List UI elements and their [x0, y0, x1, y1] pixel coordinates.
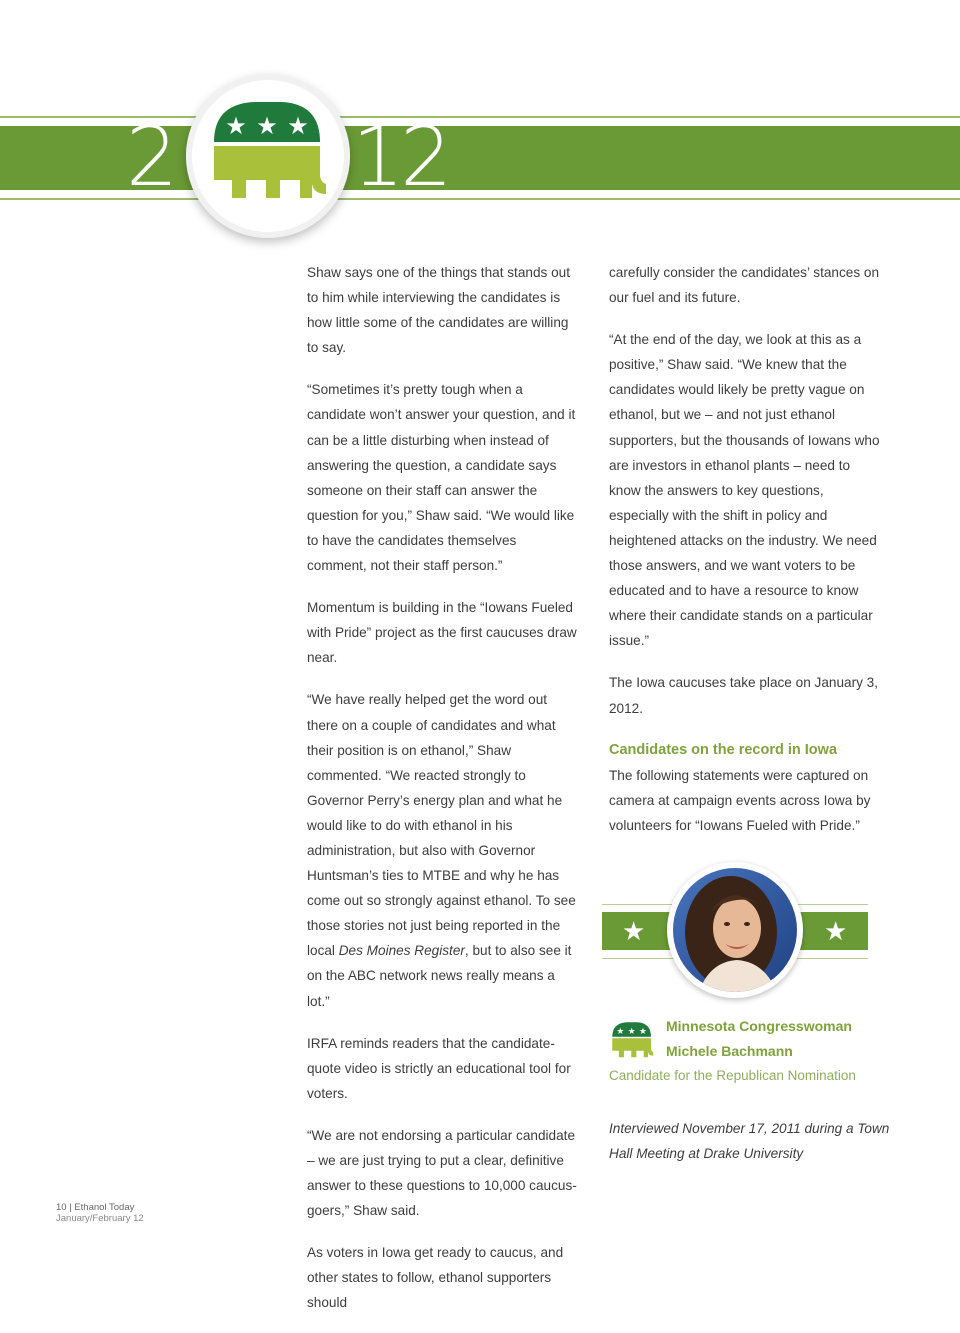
newspaper-title: Des Moines Register — [338, 943, 465, 959]
candidate-title: Minnesota Congresswoman — [666, 1018, 852, 1034]
svg-text:★: ★ — [616, 1026, 625, 1037]
republican-elephant-mini-icon — [610, 1020, 654, 1063]
svg-text:★: ★ — [225, 112, 247, 140]
body-paragraph: “At the end of the day, we look at this as a positive,” Shaw said. “We knew that the candidates would likely be pretty vague on ethanol, but we – and not just ethanol supporters, but the thousands of Iowans who are investors in ethanol plants – need to know the answers to key questions, especially with the shift in policy and heightened attacks on the industry. We need those answers, and we want voters to be educated and to have a resource to know where their candidate stands on a particular issue.” — [609, 332, 880, 649]
page-footer — [56, 1202, 144, 1224]
republican-badge — [186, 74, 350, 238]
body-paragraph-quote — [307, 687, 579, 1013]
quote-text-start: “We have really helped get the word out there on a couple of candidates and what their position is on ethanol,” Shaw commented. “We reacted strongly to Governor Perry’s energy plan and what he would like to do with ethanol in his administration, but also with Governor Huntsman’s ties to MTBE and why he has come out so strongly against ethanol. To see those stories not just being reported in the local — [307, 692, 576, 959]
svg-text:★: ★ — [639, 1026, 647, 1037]
footer-line — [56, 1202, 144, 1213]
body-paragraph: The Iowa caucuses take place on January 3, 2012. — [609, 675, 879, 716]
year-right-digits: 12 — [352, 110, 449, 205]
candidate-name: Michele Bachmann — [666, 1043, 793, 1059]
body-paragraph: Momentum is building in the “Iowans Fueled with Pride” project as the first caucuses draw near. — [307, 600, 577, 666]
body-paragraph: The following statements were captured on camera at campaign events across Iowa by volunteers for “Iowans Fueled with Pride.” — [609, 767, 871, 833]
left-column — [307, 260, 579, 1333]
body-paragraph: carefully consider the candidates’ stances on our fuel and its future. — [609, 265, 880, 306]
body-paragraph: Shaw says one of the things that stands out to him while interviewing the candidates is how little some of the candidates are willing to say. — [307, 265, 570, 356]
candidate-role: Candidate for the Republican Nomination — [609, 1068, 856, 1083]
star-icon: ★ — [824, 916, 848, 946]
quote-text-end: , but to also see it on the ABC network news really means a lot.” — [307, 943, 572, 1009]
star-icon: ★ — [622, 916, 646, 946]
section-subhead: Candidates on the record in Iowa — [609, 741, 838, 758]
year-left-digit: 2 — [126, 110, 175, 205]
svg-text:★: ★ — [627, 1026, 636, 1037]
footer-separator: | — [69, 1202, 72, 1213]
body-paragraph: “We are not endorsing a particular candidate – we are just trying to put a clear, definitive answer to these questions to 10,000 caucus-goers,” Shaw said. — [307, 1127, 577, 1219]
body-paragraph: “Sometimes it’s pretty tough when a candidate won’t answer your question, and it can be a little disturbing when instead of answering the question, a candidate says someone on their staff can answer the question for you,” Shaw said. “We would like to have the candidates themselves comment, not their staff person.” — [307, 382, 576, 574]
body-paragraph: IRFA reminds readers that the candidate-quote video is strictly an educational tool for voters. — [307, 1035, 571, 1101]
publication-name: Ethanol Today — [74, 1202, 135, 1213]
interview-note: Interviewed November 17, 2011 during a Town Hall Meeting at Drake University — [609, 1121, 890, 1162]
svg-text:★: ★ — [287, 112, 309, 140]
body-paragraph: As voters in Iowa get ready to caucus, and other states to follow, ethanol supporters should — [307, 1245, 564, 1311]
svg-text:★: ★ — [256, 112, 278, 140]
candidate-portrait — [667, 862, 803, 998]
right-column — [609, 260, 881, 855]
portrait-image — [667, 862, 803, 998]
issue-date: January/February 12 — [56, 1213, 144, 1224]
republican-elephant-icon — [208, 96, 328, 216]
page-number: 10 — [56, 1202, 67, 1213]
